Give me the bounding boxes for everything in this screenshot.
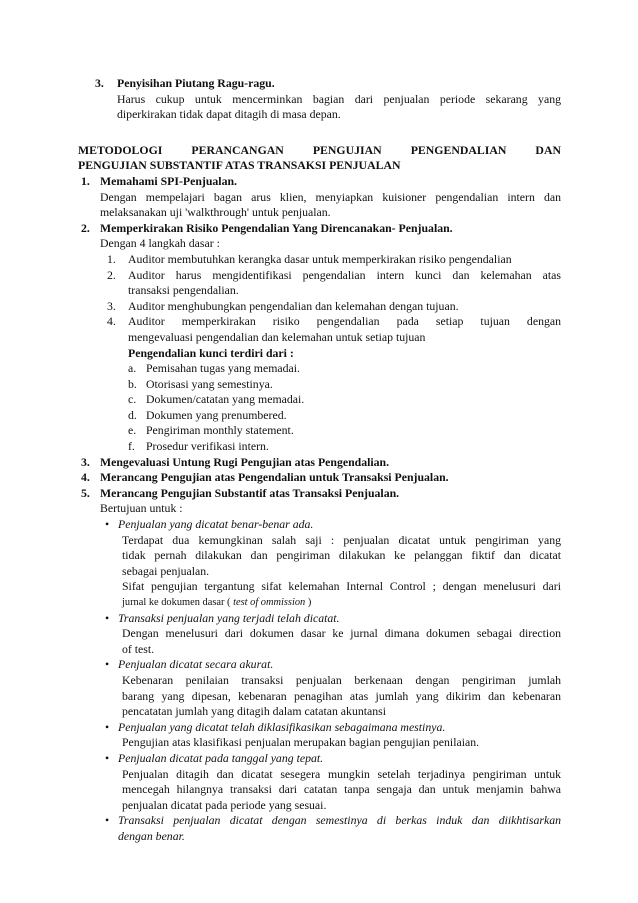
key-control-item bbox=[78, 423, 561, 439]
substep-text: Auditor membutuhkan kerangka dasar untuk memperkirakan risiko pengendalian bbox=[128, 251, 512, 266]
bullet-body-line: Sifat pengujian tergantung sifat kelemahan Internal Control ; dengan menelusuri dari bbox=[122, 579, 561, 594]
item-body-line: diperkirakan tidak dapat ditagih di masa depan. bbox=[117, 107, 341, 122]
bullet-title: Transaksi penjualan dicatat dengan semestinya di berkas induk dan diikhtisarkan bbox=[118, 813, 561, 828]
substep-text: Auditor harus mengidentifikasi pengendalian intern kunci dan kelemahan atas bbox=[128, 267, 561, 282]
key-control-letter: c. bbox=[128, 392, 137, 407]
key-control-item bbox=[78, 361, 561, 377]
step-body-line: Dengan mempelajari bagan arus klien, menyiapkan kuisioner pengendalian intern dan bbox=[100, 189, 561, 204]
substep-number: 4. bbox=[107, 314, 116, 329]
key-control-item bbox=[78, 377, 561, 393]
key-control-letter: b. bbox=[128, 376, 137, 391]
substep-number: 1. bbox=[107, 251, 116, 266]
key-control-item bbox=[78, 439, 561, 455]
step-number: 4. bbox=[81, 470, 90, 485]
key-control-item bbox=[78, 392, 561, 408]
substep bbox=[78, 268, 561, 299]
key-control-letter: f. bbox=[128, 439, 135, 454]
step-number: 3. bbox=[81, 454, 90, 469]
bullet-body-line: of test. bbox=[122, 641, 155, 656]
substep bbox=[78, 299, 561, 315]
key-control-letter: a. bbox=[128, 361, 137, 376]
substep-text: mengevaluasi pengendalian dan kelemahan untuk setiap tujuan bbox=[128, 329, 426, 344]
step-4 bbox=[78, 470, 561, 486]
bullet-item bbox=[78, 751, 561, 767]
key-control-text: Pengiriman monthly statement. bbox=[146, 423, 294, 438]
bullet-item bbox=[78, 813, 561, 844]
bullet-item bbox=[78, 720, 561, 736]
bullet-body bbox=[78, 735, 561, 751]
bullet-body bbox=[78, 673, 561, 720]
bullet-body bbox=[78, 767, 561, 814]
key-control-text: Prosedur verifikasi intern. bbox=[146, 439, 269, 454]
bullet-item bbox=[78, 611, 561, 627]
substep-number: 2. bbox=[107, 267, 116, 282]
step-title: Memperkirakan Risiko Pengendalian Yang Direncanakan- Penjualan. bbox=[100, 220, 453, 235]
bullet-body-line: pencatatan jumlah yang ditagih dalam catatan akuntansi bbox=[122, 704, 387, 719]
bullet-glyph: • bbox=[105, 813, 110, 828]
bullet-glyph: • bbox=[105, 610, 110, 625]
bullet-glyph: • bbox=[105, 517, 110, 532]
step-title: Merancang Pengujian Substantif atas Transaksi Penjualan. bbox=[100, 485, 400, 500]
step-2 bbox=[78, 221, 561, 252]
bullet-title: Penjualan yang dicatat benar-benar ada. bbox=[118, 517, 314, 532]
key-control-item bbox=[78, 408, 561, 424]
bullet-body-line bbox=[122, 595, 561, 611]
key-control-text: Dokumen yang prenumbered. bbox=[146, 407, 287, 422]
bullet-glyph: • bbox=[105, 719, 110, 734]
bullet-glyph: • bbox=[105, 657, 110, 672]
item-number: 3. bbox=[95, 76, 104, 90]
bullet-body bbox=[78, 626, 561, 657]
bullet-body-line: barang yang dipesan, kebenaran penagihan atas jumlah yang dikirim dan kebenaran bbox=[122, 688, 561, 703]
step-3 bbox=[78, 455, 561, 471]
heading-line: PENGUJIAN SUBSTANTIF ATAS TRANSAKSI PENJUALAN bbox=[78, 158, 401, 173]
substep-text: transaksi pengendalian. bbox=[128, 283, 239, 298]
key-control-letter: d. bbox=[128, 407, 137, 422]
bullet-item bbox=[78, 517, 561, 533]
key-control-text: Pemisahan tugas yang memadai. bbox=[146, 361, 300, 376]
substep bbox=[78, 314, 561, 345]
substep-text: Auditor menghubungkan pengendalian dan kelemahan dengan tujuan. bbox=[128, 298, 459, 313]
step-body-line: melaksanakan uji 'walkthrough' untuk penjualan. bbox=[100, 205, 331, 220]
item-body-line: Harus cukup untuk mencerminkan bagian dari penjualan periode sekarang yang bbox=[117, 91, 561, 106]
step-number: 2. bbox=[81, 220, 90, 235]
bullet-body-line: penjualan dicatat pada periode yang sesuai. bbox=[122, 797, 327, 812]
bullet-item bbox=[78, 657, 561, 673]
bullet-body-line: Kebenaran penilaian transaksi penjualan berkenaan dengan pengiriman jumlah bbox=[122, 672, 561, 687]
bullet-body-line: Terdapat dua kemungkinan salah saji : penjualan dicatat untuk pengiriman yang bbox=[122, 532, 561, 547]
reference-italic: test of ommission bbox=[233, 597, 306, 608]
bullet-body-line: Dengan menelusuri dari dokumen dasar ke jurnal dimana dokumen sebagai direction bbox=[122, 626, 561, 641]
step-title: Mengevaluasi Untung Rugi Pengujian atas Pengendalian. bbox=[100, 454, 390, 469]
bullet-title: Penjualan yang dicatat telah diklasifikasikan sebagaimana mestinya. bbox=[118, 719, 446, 734]
bullet-title: dengan benar. bbox=[118, 828, 185, 843]
heading-line: METODOLOGI PERANCANGAN PENGUJIAN PENGENDALIAN DAN bbox=[78, 142, 561, 157]
key-control-text: Otorisasi yang semestinya. bbox=[146, 376, 273, 391]
bullet-title: Penjualan dicatat pada tanggal yang tepat. bbox=[118, 750, 324, 765]
key-controls-title: Pengendalian kunci terdiri dari : bbox=[128, 345, 294, 360]
bullet-body-line: Penjualan ditagih dan dicatat sesegera mungkin setelah terjadinya pengiriman untuk bbox=[122, 766, 561, 781]
step-title: Merancang Pengujian atas Pengendalian untuk Transaksi Penjualan. bbox=[100, 470, 449, 485]
top-list-item-3 bbox=[78, 76, 561, 123]
step-1 bbox=[78, 174, 561, 221]
reference-suffix: ) bbox=[305, 597, 312, 608]
substep-number: 3. bbox=[107, 298, 116, 313]
reference-prefix: jurnal ke dokumen dasar ( bbox=[122, 597, 234, 608]
bullet-glyph: • bbox=[105, 750, 110, 765]
bullet-title: Penjualan dicatat secara akurat. bbox=[118, 657, 274, 672]
key-control-letter: e. bbox=[128, 423, 137, 438]
bullet-body-line: tidak pernah dilakukan dan pengiriman dilakukan ke pelanggan fiktif dan dicatat bbox=[122, 548, 561, 563]
substep-text: Auditor memperkirakan risiko pengendalian pada setiap tujuan dengan bbox=[128, 314, 561, 329]
step-5 bbox=[78, 486, 561, 517]
bullet-title: Transaksi penjualan yang terjadi telah dicatat. bbox=[118, 610, 340, 625]
bullet-body bbox=[78, 533, 561, 611]
step-title: Memahami SPI-Penjualan. bbox=[100, 173, 237, 188]
step-number: 1. bbox=[81, 173, 90, 188]
step-intro: Dengan 4 langkah dasar : bbox=[100, 236, 220, 251]
bullet-body-line: sebagai penjualan. bbox=[122, 563, 210, 578]
step-number: 5. bbox=[81, 485, 90, 500]
step-intro: Bertujuan untuk : bbox=[100, 501, 183, 516]
bullet-body-line: Pengujian atas klasifikasi penjualan merupakan bagian pengujian penilaian. bbox=[122, 735, 480, 750]
bullet-body-line: mencegah hilangnya transaksi dari catatan tanpa sengaja dan untuk menjamin bahwa bbox=[122, 782, 561, 797]
substep bbox=[78, 252, 561, 268]
item-title: Penyisihan Piutang Ragu-ragu. bbox=[117, 76, 275, 90]
section-heading bbox=[78, 143, 561, 174]
key-control-text: Dokumen/catatan yang memadai. bbox=[146, 392, 305, 407]
